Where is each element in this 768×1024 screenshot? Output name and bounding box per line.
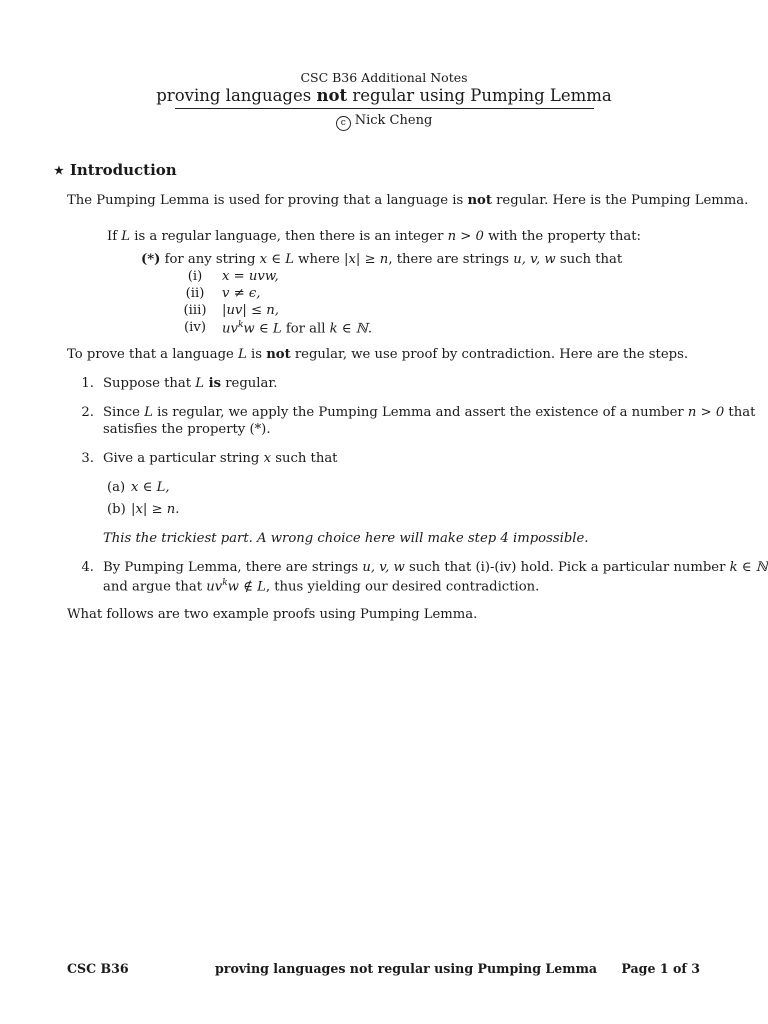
property-math-1: x ∈ L xyxy=(259,252,294,267)
property-text-b: where xyxy=(293,252,345,267)
step3-text-b: such that xyxy=(271,451,338,466)
step4-math-d: w ∉ L xyxy=(227,579,266,595)
step-number: 1. xyxy=(81,376,94,391)
lemma-property xyxy=(141,252,622,269)
step-1 xyxy=(103,376,277,393)
step-number: 3. xyxy=(81,451,94,466)
intro-bold: not xyxy=(467,193,492,208)
condition-expr xyxy=(222,320,372,338)
title-prefix: proving languages xyxy=(156,86,317,105)
step3-var: x xyxy=(263,451,271,466)
step-2-line-2: satisfies the property (*). xyxy=(103,422,271,437)
condition-label: (i) xyxy=(187,269,203,284)
step1-var: L xyxy=(195,376,205,391)
proof-intro-a: To prove that a language xyxy=(67,347,239,362)
step3-note: This the trickiest part. A wrong choice here will make step 4 impossible. xyxy=(103,531,589,546)
intro-paragraph xyxy=(67,193,748,210)
condition-expr: x = uvw, xyxy=(222,269,279,284)
title-suffix: regular using Pumping Lemma xyxy=(347,86,612,105)
step-4-line-2 xyxy=(103,578,539,596)
step2-text-c: that xyxy=(724,405,756,420)
condition-expr: |uv| ≤ n, xyxy=(222,303,279,318)
step4-text-c: and argue that xyxy=(103,579,207,595)
step4-text-b: such that (i)-(iv) hold. Pick a particular number xyxy=(404,560,730,575)
step4-text-a: By Pumping Lemma, there are strings xyxy=(103,560,363,575)
step1-text-b: regular. xyxy=(221,376,278,391)
step3-sub-a-expr: x ∈ L, xyxy=(131,480,170,495)
intro-text-a: The Pumping Lemma is used for proving that a language is xyxy=(67,193,468,208)
footer-course: CSC B36 xyxy=(67,961,129,976)
step-number: 2. xyxy=(81,405,94,420)
lemma-text-b: is a regular language, then there is an integer xyxy=(130,229,448,244)
proof-intro-b: is xyxy=(246,347,267,362)
step2-var: L xyxy=(144,405,153,420)
condition-label: (iv) xyxy=(184,320,206,335)
document-title xyxy=(0,86,768,107)
step1-bold: is xyxy=(204,376,222,391)
lemma-text-a: If xyxy=(107,229,122,244)
condition-expr-a: uv xyxy=(222,321,238,337)
step-3 xyxy=(103,451,337,468)
condition-suffix: for all xyxy=(281,321,330,337)
property-text-d: such that xyxy=(555,252,623,267)
proof-intro-var: L xyxy=(238,347,247,362)
property-math-3: u, v, w xyxy=(513,252,556,267)
property-math-2: |x| ≥ n xyxy=(344,252,389,267)
property-text-c: , there are strings xyxy=(388,252,514,267)
section-heading xyxy=(54,161,177,180)
condition-label: (iii) xyxy=(183,303,207,318)
step-2-line-1 xyxy=(103,405,755,422)
intro-text-b: regular. Here is the Pumping Lemma. xyxy=(491,193,749,208)
lemma-math: n > 0 xyxy=(447,229,484,244)
step4-text-d: , thus yielding our desired contradiction. xyxy=(265,579,540,595)
star-icon: ★ xyxy=(54,164,64,177)
lemma-text-c: with the property that: xyxy=(483,229,641,244)
condition-expr-c: k ∈ ℕ. xyxy=(329,321,373,337)
property-text-a: for any string xyxy=(160,252,260,267)
condition-sup: k xyxy=(237,320,244,330)
step3-sub-b-expr: |x| ≥ n. xyxy=(131,502,180,517)
author-name: Nick Cheng xyxy=(354,113,433,128)
condition-expr: v ≠ ϵ, xyxy=(222,286,261,301)
lemma-statement xyxy=(107,229,641,246)
property-label: (*) xyxy=(141,252,161,267)
step2-text-a: Since xyxy=(103,405,145,420)
step2-math: n > 0 xyxy=(687,405,725,420)
step-number: 4. xyxy=(81,560,94,575)
step-4-line-1 xyxy=(103,560,768,577)
step1-text-a: Suppose that xyxy=(103,376,196,391)
proof-intro-bold: not xyxy=(266,347,291,362)
proof-intro xyxy=(67,347,688,364)
lemma-var: L xyxy=(121,229,131,244)
step3-text-a: Give a particular string xyxy=(103,451,264,466)
step2-text-b: is regular, we apply the Pumping Lemma and assert the existence of a number xyxy=(152,405,688,420)
course-line: CSC B36 Additional Notes xyxy=(300,70,468,85)
step3-sub-a-label: (a) xyxy=(107,480,126,495)
step4-math-c: uv xyxy=(206,579,223,595)
section-heading-text: Introduction xyxy=(69,161,177,179)
proof-intro-c: regular, we use proof by contradiction. Here are the steps. xyxy=(290,347,689,362)
closing-paragraph: What follows are two example proofs using Pumping Lemma. xyxy=(67,607,478,622)
step4-sup: k xyxy=(222,578,228,588)
step3-sub-b-label: (b) xyxy=(107,502,126,517)
title-bold-word: not xyxy=(316,86,348,105)
step4-math-b: k ∈ ℕ xyxy=(729,560,768,575)
step4-math-a: u, v, w xyxy=(362,560,405,575)
title-underline xyxy=(175,108,594,109)
condition-label: (ii) xyxy=(185,286,205,301)
author-line xyxy=(0,113,768,131)
copyright-icon: c xyxy=(336,116,351,131)
footer-page-number: Page 1 of 3 xyxy=(621,961,700,976)
footer-title: proving languages not regular using Pumping Lemma xyxy=(215,961,598,976)
condition-expr-b: w ∈ L xyxy=(243,321,282,337)
